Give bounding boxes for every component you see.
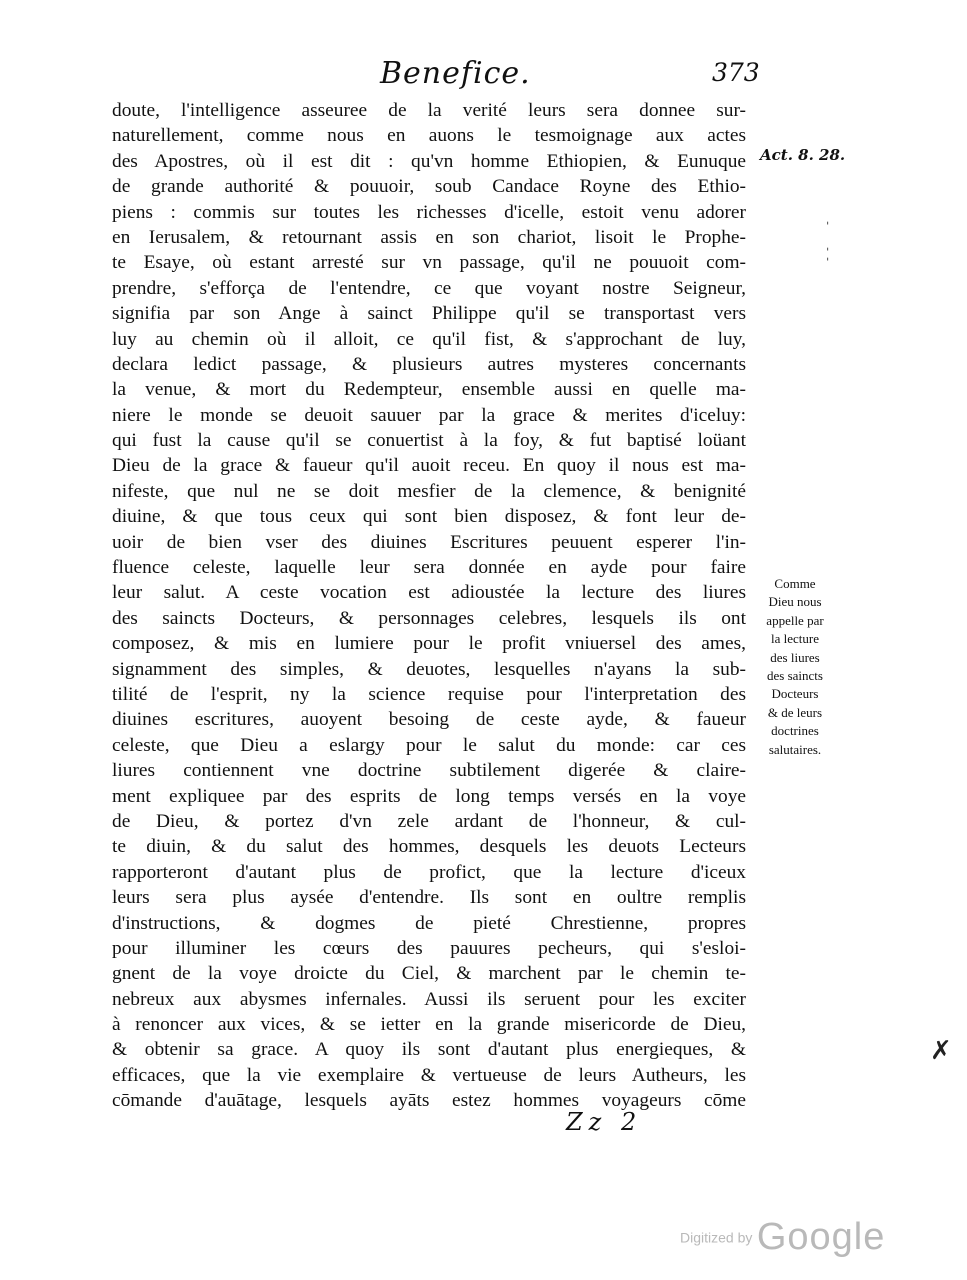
digitized-watermark (680, 1216, 885, 1259)
text-line: efficaces, que la vie exemplaire & vertueuse de leurs Autheurs, les (112, 1064, 746, 1086)
margin-scripture-reference: Act. 8. 28. (760, 146, 846, 164)
margin-note-line: des saincts (767, 667, 823, 683)
ink-blot-mark: ✗ (930, 1036, 952, 1066)
text-line: cōmande d'auātage, lesquels ayāts estez hommes voyageurs cōme (112, 1090, 746, 1112)
text-line: la venue, & mort du Redempteur, ensemble aussi en quelle ma- (112, 379, 746, 401)
text-line: diuine, & que tous ceux qui sont bien disposez, & font leur de- (112, 506, 746, 528)
text-line: piens : commis sur toutes les richesses d'icelle, estoit venu adorer (112, 201, 746, 223)
text-line: des saincts Docteurs, & personnages celebres, lesquels ils ont (112, 607, 746, 629)
text-line: prendre, s'efforça de l'entendre, ce que voyant nostre Seigneur, (112, 277, 746, 299)
text-line: leurs sera plus aysée d'entendre. Ils sont en oultre remplis (112, 887, 746, 909)
margin-note-line: Comme (774, 576, 816, 591)
text-line: Dieu de la grace & faueur qu'il auoit receu. En quoy il nous est ma- (112, 455, 746, 477)
margin-note-line: & de leurs (767, 704, 823, 720)
text-line: & obtenir sa grace. A quoy ils sont d'autant plus energieques, & (112, 1039, 746, 1061)
text-line: te Esaye, où estant arresté sur vn passage, qu'il ne pouuoit com- (112, 252, 746, 274)
text-line: de grande authorité & pouuoir, soub Candace Royne des Ethio- (112, 176, 746, 198)
page-number: 373 (712, 58, 760, 87)
watermark-prefix: Digitized by (680, 1229, 753, 1246)
margin-note-line: la lecture (771, 631, 819, 647)
text-line: tilité de l'esprit, ny la science requise pour l'interpretation des (112, 683, 746, 705)
margin-note-line: Docteurs (771, 686, 819, 702)
margin-ink-specks: ˈ ˌ ˈ (826, 220, 830, 270)
margin-note (750, 575, 840, 759)
text-line: de Dieu, & portez d'vn zele ardant de l'honneur, & cul- (112, 810, 746, 832)
text-line: celeste, que Dieu a eslargy pour le salut du monde: car ces (112, 734, 746, 756)
margin-note-line: appelle par (766, 612, 824, 628)
margin-note-line: Dieu nous (768, 594, 822, 610)
text-line: luy au chemin où il alloit, ce qu'il fist, & s'approchant de luy, (112, 328, 746, 350)
text-line: gnent de la voye droicte du Ciel, & marchent par le chemin te- (112, 963, 746, 985)
text-line: te diuin, & du salut des hommes, desquels les deuots Lecteurs (112, 836, 746, 858)
text-line: diuines escritures, auoyent besoing de ceste ayde, & faueur (112, 709, 746, 731)
text-line: en Ierusalem, & retournant assis en son chariot, lisoit le Prophe- (112, 226, 746, 248)
text-line: leur salut. A ceste vocation est adioustée la lecture des liures (112, 582, 746, 604)
text-line: declara ledict passage, & plusieurs autres mysteres concernants (112, 353, 746, 375)
signature-mark: Zz 2 (566, 1108, 643, 1136)
margin-note-line: des liures (770, 649, 820, 665)
text-line: fluence celeste, laquelle leur sera donnée en ayde pour faire (112, 557, 746, 579)
margin-note-line: salutaires. (768, 741, 822, 757)
text-line: ment expliquee par des esprits de long temps versés en la voye (112, 785, 746, 807)
text-line: signifia par son Ange à sainct Philippe qu'il se transportast vers (112, 303, 746, 325)
text-line: à renoncer aux vices, & se ietter en la grande misericorde de Dieu, (112, 1014, 746, 1036)
text-line: nifeste, que nul ne se doit mesfier de la clemence, & benignité (112, 480, 746, 502)
text-line: d'instructions, & dogmes de pieté Chrestienne, propres (112, 912, 746, 934)
text-line: niere le monde se deuoit sauuer par la grace & merites d'iceluy: (112, 404, 746, 426)
watermark-brand: Google (756, 1216, 886, 1258)
text-line: signamment des simples, & deuotes, lesquelles n'ayans la sub- (112, 658, 746, 680)
text-line: des Apostres, où il est dit : qu'vn homme Ethiopien, & Eunuque (112, 150, 746, 172)
text-line: doute, l'intelligence asseuree de la verité leurs sera donnee sur- (112, 100, 746, 121)
text-line: qui fust la cause qu'il se conuertist à la foy, & fut baptisé loüant (112, 430, 746, 452)
text-line: nebreux aux abysmes infernales. Aussi ils seruent pour les exciter (112, 988, 746, 1010)
text-line: liures contiennent vne doctrine subtilement digerée & claire- (112, 760, 746, 782)
margin-note-line: doctrines (771, 723, 819, 739)
text-line: uoir de bien vser des diuines Escritures peuuent esperer l'in- (112, 531, 746, 553)
text-line: pour illuminer les cœurs des pauures pecheurs, qui s'esloi- (112, 937, 746, 959)
main-text-block (112, 98, 746, 1114)
running-head-title: Benefice. (380, 56, 531, 91)
text-line: composez, & mis en lumiere pour le profit vniuersel des ames, (112, 633, 746, 655)
text-line: rapporteront d'autant plus de profict, que la lecture d'iceux (112, 861, 746, 883)
text-line: naturellement, comme nous en auons le tesmoignage aux actes (112, 125, 746, 147)
